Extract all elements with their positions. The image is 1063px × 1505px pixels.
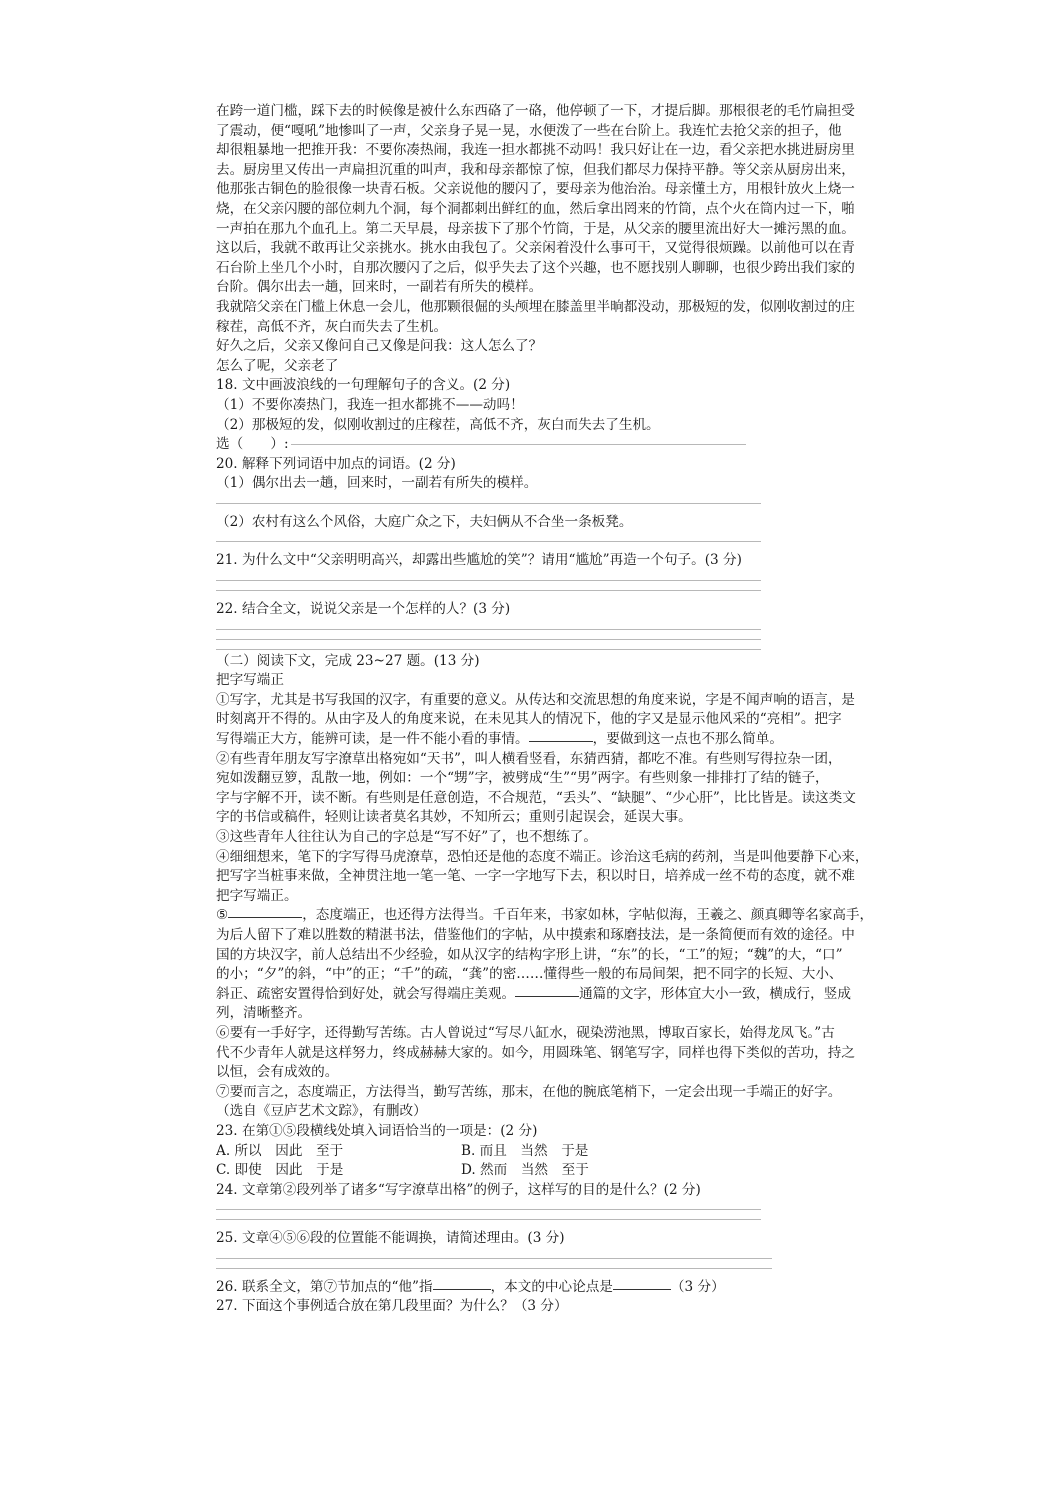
answer-line[interactable] bbox=[216, 649, 761, 650]
passage-line: 却很粗暴地一把推开我：不要你凑热闹，我连一担水都挑不动吗！我只好让在一边，看父亲把水挑进厨房里 bbox=[216, 142, 855, 159]
answer-line[interactable] bbox=[216, 580, 761, 581]
paragraph-line: 为后人留下了难以胜数的精湛书法，借鉴他们的字帖，从中摸索和琢磨技法，是一条简便而有效的途径。中 bbox=[216, 926, 855, 943]
paragraph-line: ③这些青年人往往认为自己的字总是“写不好”了，也不想练了。 bbox=[216, 829, 597, 845]
question-item: （2）那极短的发，似刚收割过的庄稼茬，高低不齐，灰白而失去了生机。 bbox=[216, 416, 660, 433]
passage-line: 了震动，便“嘎吼”地惨叫了一声，父亲身子晃一晃，水便泼了一些在台阶上。我连忙去抢父亲的担子，他 bbox=[216, 122, 842, 139]
paragraph-line: ①写字，尤其是书写我国的汉字，有重要的意义。从传达和交流思想的角度来说，字是不闻声响的语言，是 bbox=[216, 691, 855, 708]
question-stem: 20. 解释下列词语中加点的词语。(2 分) bbox=[216, 455, 456, 472]
answer-line[interactable] bbox=[216, 541, 761, 542]
question-stem: 25. 文章④⑤⑥段的位置能不能调换，请简述理由。(3 分) bbox=[216, 1230, 565, 1247]
paragraph-line: 代不少青年人就是这样努力，终成赫赫大家的。如今，用圆珠笔、钢笔写字，同样也得下类似的苦功，持之 bbox=[216, 1044, 855, 1061]
passage-line: 台阶。偶尔出去一趟，回来时，一副若有所失的模样。 bbox=[216, 279, 543, 296]
question-22 bbox=[216, 600, 878, 650]
question-26: 26. 联系全文，第⑦节加点的“他”指 ，本文的中心论点是 （3 分） bbox=[216, 1278, 725, 1295]
choose-label: 选（ ）: bbox=[216, 436, 289, 453]
passage-line: 去。厨房里又传出一声扁担沉重的叫声，我和母亲都惊了惊，但我们都尽力保持平静。等父亲从厨房出来， bbox=[216, 161, 855, 178]
paragraph-line: 时刻离开不得的。从由字及人的角度来说，在未见其人的情况下，他的字又是显示他风采的“亮相”。把字 bbox=[216, 711, 842, 728]
passage-line: 他那张古铜色的脸很像一块青石板。父亲说他的腰闪了，要母亲为他治治。母亲懂土方，用根针放火上烧一 bbox=[216, 181, 855, 198]
option-c[interactable]: C. 即使 因此 于是 bbox=[216, 1162, 344, 1179]
question-stem: 21. 为什么文中“父亲明明高兴，却露出些尴尬的笑”？请用“尴尬”再造一个句子。(3 分) bbox=[216, 552, 742, 569]
question-18 bbox=[216, 376, 878, 454]
question-item: （1）不要你凑热门，我连一担水都挑不——动吗！ bbox=[216, 396, 524, 413]
option-d[interactable]: D. 然而 当然 至于 bbox=[461, 1162, 589, 1179]
question-item: （1）偶尔出去一趟，回来时，一副若有所失的模样。 bbox=[216, 475, 538, 492]
question-23 bbox=[216, 1122, 878, 1181]
question-stem: 18. 文中画波浪线的一句理解句子的含义。(2 分) bbox=[216, 377, 511, 394]
passage-line: 在跨一道门槛，踩下去的时候像是被什么东西硌了一硌，他停顿了一下，才提后脚。那根很老的毛竹扁担受 bbox=[216, 103, 855, 119]
answer-line[interactable] bbox=[216, 629, 761, 630]
fill-blank-26b[interactable] bbox=[613, 1289, 671, 1290]
answer-line[interactable] bbox=[291, 444, 746, 445]
passage-line: 烧，在父亲闪腰的部位刺九个洞，每个洞都刺出鲜红的血，然后拿出罔来的竹筒，点个火在筒内过一下，啪 bbox=[216, 200, 855, 217]
answer-line[interactable] bbox=[216, 1268, 772, 1269]
paragraph-line: ⑦要而言之，态度端正，方法得当，勤写苦练，那末，在他的腕底笔梢下，一定会出现一手端正的好字。 bbox=[216, 1083, 842, 1100]
fill-blank-3[interactable] bbox=[515, 996, 579, 997]
passage-line: 这以后，我就不敢再让父亲挑水。挑水由我包了。父亲闲着没什么事可干，又觉得很烦躁。以前他可以在青 bbox=[216, 240, 855, 257]
question-item: （2）农村有这么个风俗，大庭广众之下，夫妇俩从不合坐一条板凳。 bbox=[216, 513, 633, 530]
question-stem: 23. 在第①⑤段横线处填入词语恰当的一项是：(2 分) bbox=[216, 1122, 538, 1139]
answer-line[interactable] bbox=[216, 1209, 761, 1210]
paragraph-line: 把写字当桩事来做，全神贯注地一笔一笔、一字一字地写下去，积以时日，培养成一丝不苟的态度，就不难 bbox=[216, 868, 855, 885]
article-title: 把字写端正 bbox=[216, 672, 284, 689]
passage-line: 稼茬，高低不齐，灰白而失去了生机。 bbox=[216, 318, 448, 335]
fill-blank-2[interactable] bbox=[228, 917, 302, 918]
passage-line: 怎么了呢，父亲老了 bbox=[216, 357, 339, 374]
answer-line[interactable] bbox=[216, 503, 761, 504]
passage-line: 好久之后，父亲又像问自己又像是问我：这人怎么了？ bbox=[216, 338, 543, 355]
paragraph-line: 字的书信或稿件，轻则让读者莫名其妙，不知所云；重则引起误会，延误大事。 bbox=[216, 809, 692, 826]
passage-line: 石台阶上坐几个小时，自那次腰闪了之后，似乎失去了这个兴趣，也不愿找别人聊聊，也很少跨出我们家的 bbox=[216, 259, 855, 276]
question-24 bbox=[216, 1181, 878, 1221]
options-row bbox=[216, 1161, 878, 1181]
paragraph-line: ④细细想来，笔下的字写得马虎潦草，恐怕还是他的态度不端正。诊治这毛病的药剂，当是叫他要静下心来， bbox=[216, 848, 869, 865]
paragraph-line: ②有些青年朋友写字潦草出格宛如“天书”，叫人横看竖看，东猜西猜，都吃不准。有些则写得拉杂一团， bbox=[216, 750, 842, 767]
paragraph-line: 写得端正大方，能辨可读，是一件不能小看的事情。 ，要做到这一点也不那么简单。 bbox=[216, 731, 783, 748]
answer-line[interactable] bbox=[216, 639, 761, 640]
paragraph-line: 把字写端正。 bbox=[216, 887, 298, 904]
question-stem: 24. 文章第②段列举了诸多“写字潦草出格”的例子，这样写的目的是什么？(2 分) bbox=[216, 1181, 701, 1198]
answer-line[interactable] bbox=[216, 1219, 761, 1220]
fill-blank-1[interactable] bbox=[529, 741, 593, 742]
answer-line-row bbox=[216, 435, 878, 455]
paragraph-line: 字与字解不开，读不断。有些则是任意创造，不合规范，“丢头”、“缺腿”、“少心肝”，比比皆是。读这类文 bbox=[216, 789, 856, 806]
question-stem: 22. 结合全文，说说父亲是一个怎样的人？(3 分) bbox=[216, 601, 511, 618]
passage-line: 一声拍在那九个血孔上。第二天早晨，母亲拔下了那个竹筒，于是，从父亲的腰里流出好大一摊污黑的血。 bbox=[216, 220, 855, 237]
section-two bbox=[216, 652, 878, 1122]
question-27: 27. 下面这个事例适合放在第几段里面？为什么？（3 分） bbox=[216, 1298, 568, 1315]
section-heading: （二）阅读下文，完成 23~27 题。(13 分) bbox=[216, 652, 480, 669]
question-21 bbox=[216, 551, 878, 591]
paragraph-line: 以恒，会有成效的。 bbox=[216, 1064, 339, 1081]
source-note: （选自《豆庐艺术文踪》，有删改） bbox=[216, 1103, 427, 1120]
paragraph-line: 斜正、疏密安置得恰到好处，就会写得端庄美观。 通篇的文字，形体宜大小一致，横成行，竖成 bbox=[216, 985, 851, 1002]
paragraph-line: 的小；“夕”的斜，“中”的正；“千”的疏，“龚”的密……懂得些一般的布局间架，把不同字的长短、大小、 bbox=[216, 966, 843, 983]
options-row bbox=[216, 1142, 878, 1162]
answer-line[interactable] bbox=[216, 1258, 772, 1259]
paragraph-line: 国的方块汉字，前人总结出不少经验，如从汉字的结构字形上讲，“东”的长，“工”的短；“魏”的大，“口” bbox=[216, 946, 843, 963]
paragraph-line: ⑤ ，态度端正，也还得方法得当。千百年来，书家如林，字帖似海，王羲之、颜真卿等名家高手， bbox=[216, 907, 874, 924]
passage-one bbox=[216, 102, 878, 376]
fill-blank-26a[interactable] bbox=[433, 1289, 491, 1290]
question-25 bbox=[216, 1229, 878, 1269]
paragraph-line: 列，清晰整齐。 bbox=[216, 1005, 312, 1022]
paragraph-line: 宛如泼翻豆箩，乱散一地，例如：一个“甥”字，被劈成“生”“男”两字。有些则象一排排打了结的链子， bbox=[216, 770, 829, 787]
question-20 bbox=[216, 455, 878, 543]
option-b[interactable]: B. 而且 当然 于是 bbox=[461, 1142, 589, 1159]
answer-line[interactable] bbox=[216, 590, 761, 591]
option-a[interactable]: A. 所以 因此 至于 bbox=[216, 1142, 344, 1159]
passage-line: 我就陪父亲在门槛上休息一会儿，他那颗很倔的头颅埋在膝盖里半晌都没动，那极短的发，似刚收割过的庄 bbox=[216, 298, 855, 315]
paragraph-line: ⑥要有一手好字，还得勤写苦练。古人曾说过“写尽八缸水，砚染涝池黑，博取百家长，始得龙凤飞。”古 bbox=[216, 1024, 835, 1041]
